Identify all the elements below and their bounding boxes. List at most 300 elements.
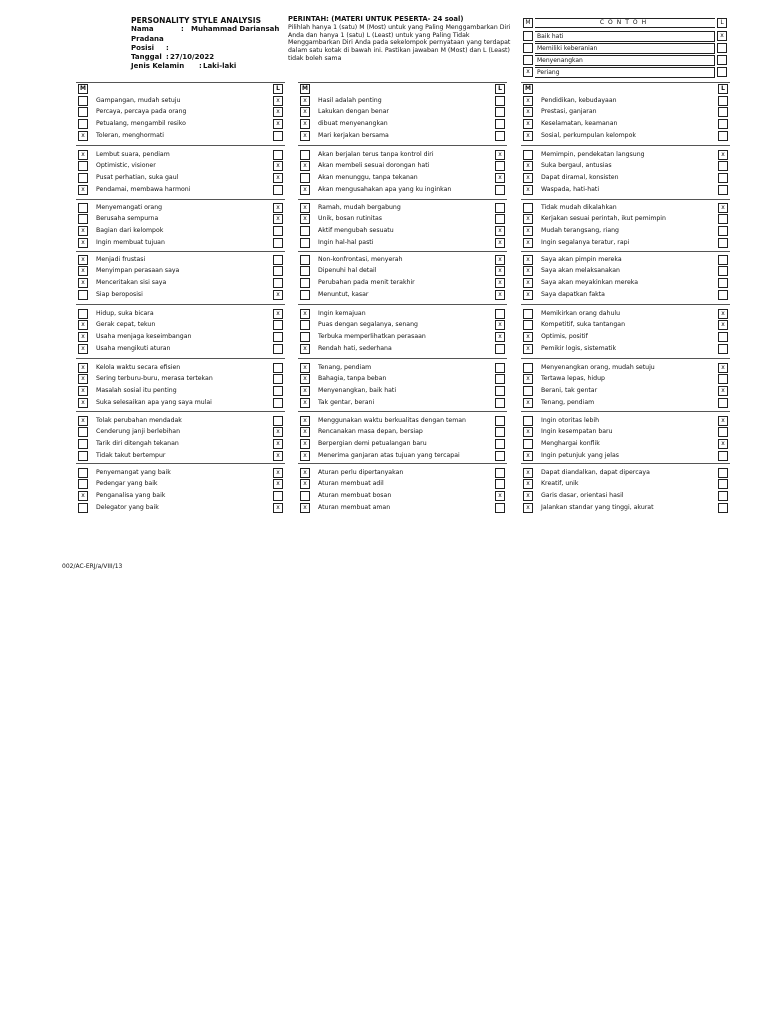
least-checkbox[interactable] (718, 427, 728, 437)
most-checkbox[interactable] (300, 332, 310, 342)
statement-row (523, 415, 728, 427)
least-checkbox[interactable] (495, 107, 505, 117)
most-checkbox[interactable]: x (523, 119, 533, 129)
statement-row (523, 214, 728, 226)
statement-row (78, 479, 283, 491)
statement-row (78, 331, 283, 343)
statement-text: Tidak takut bertempur (96, 451, 166, 459)
least-checkbox[interactable] (495, 427, 505, 437)
most-checkbox[interactable] (523, 416, 533, 426)
statement-group (78, 362, 283, 408)
most-checkbox[interactable]: x (78, 416, 88, 426)
field-jenis-kelamin (131, 62, 281, 71)
least-checkbox[interactable] (718, 479, 728, 489)
least-checkbox[interactable] (273, 278, 283, 288)
least-checkbox[interactable]: x (495, 238, 505, 248)
most-checkbox[interactable]: x (523, 468, 533, 478)
most-checkbox[interactable] (300, 491, 310, 501)
most-checkbox[interactable]: x (300, 398, 310, 408)
most-checkbox[interactable] (78, 503, 88, 513)
most-checkbox[interactable]: x (78, 398, 88, 408)
least-checkbox[interactable] (718, 503, 728, 513)
least-checkbox[interactable] (718, 278, 728, 288)
example-m-checkbox (523, 43, 533, 53)
statement-text: Suka selesaikan apa yang saya mulai (96, 398, 212, 406)
statement-text: Menjadi frustasi (96, 255, 146, 263)
least-checkbox[interactable] (495, 161, 505, 171)
statement-row (300, 254, 505, 266)
statement-row (523, 427, 728, 439)
statement-text: Ingin segalanya teratur, rapi (541, 238, 630, 246)
most-checkbox[interactable]: x (523, 226, 533, 236)
least-checkbox[interactable]: x (718, 309, 728, 319)
most-checkbox[interactable]: x (523, 266, 533, 276)
least-checkbox[interactable] (718, 119, 728, 129)
most-checkbox[interactable]: x (300, 439, 310, 449)
statement-text: Bagian dari kelompok (96, 226, 164, 234)
statement-group (300, 95, 505, 141)
least-checkbox[interactable] (495, 416, 505, 426)
least-checkbox[interactable]: x (273, 173, 283, 183)
most-checkbox[interactable]: x (78, 374, 88, 384)
group-divider (521, 145, 730, 146)
most-checkbox[interactable]: x (78, 320, 88, 330)
most-checkbox[interactable]: x (300, 203, 310, 213)
statement-text: Menerima ganjaran atas tujuan yang tercapai (318, 451, 460, 459)
column-header (523, 84, 728, 94)
least-checkbox[interactable] (718, 266, 728, 276)
statement-group (300, 308, 505, 354)
statement-text: Memikirkan orang dahulu (541, 309, 621, 317)
most-checkbox[interactable]: x (300, 131, 310, 141)
least-checkbox[interactable] (495, 214, 505, 224)
most-checkbox[interactable] (78, 309, 88, 319)
most-checkbox[interactable]: x (523, 398, 533, 408)
statement-row (523, 172, 728, 184)
least-checkbox[interactable]: x (495, 255, 505, 265)
statement-group (300, 415, 505, 461)
most-checkbox[interactable] (300, 290, 310, 300)
most-checkbox[interactable]: x (78, 363, 88, 373)
statement-row (523, 374, 728, 386)
least-checkbox[interactable]: x (495, 173, 505, 183)
statement-text: Ingin kesempatan baru (541, 428, 613, 436)
most-checkbox[interactable]: x (300, 386, 310, 396)
statement-text: Menggunakan waktu berkualitas dengan teman (318, 416, 466, 424)
most-checkbox[interactable] (300, 255, 310, 265)
most-checkbox[interactable]: x (523, 278, 533, 288)
most-checkbox[interactable]: x (523, 491, 533, 501)
example-text: Baik hati (535, 31, 715, 42)
group-divider (298, 304, 507, 305)
most-checkbox[interactable]: x (300, 161, 310, 171)
statement-text: Petualang, mengambil resiko (96, 119, 186, 127)
least-checkbox[interactable] (718, 96, 728, 106)
least-checkbox[interactable]: x (718, 320, 728, 330)
least-checkbox[interactable]: x (273, 427, 283, 437)
most-checkbox[interactable]: x (300, 107, 310, 117)
statement-row (78, 172, 283, 184)
most-checkbox[interactable]: x (300, 309, 310, 319)
most-checkbox[interactable] (78, 203, 88, 213)
most-checkbox[interactable] (300, 266, 310, 276)
statement-text: Delegator yang baik (96, 503, 159, 511)
least-checkbox[interactable] (718, 451, 728, 461)
least-checkbox[interactable] (718, 255, 728, 265)
most-checkbox[interactable]: x (78, 386, 88, 396)
statement-text: Non-konfrontasi, menyerah (318, 255, 403, 263)
most-checkbox[interactable] (78, 107, 88, 117)
least-checkbox[interactable] (495, 96, 505, 106)
most-checkbox[interactable]: x (78, 131, 88, 141)
instructions-body: Pilihlah hanya 1 (satu) M (Most) untuk yang Paling Menggambarkan Diri Anda dan hanya 1 (satu) L (Least) untuk yang Paling Tidak Menggambarkan Diri Anda pada sekelompok pernyataan yang terdapat dalam satu kotak di bawah ini. Pastikan jawaban M (Most) dan L (Least) tidak boleh sama (288, 23, 511, 62)
statement-row (300, 266, 505, 278)
most-checkbox[interactable] (78, 427, 88, 437)
statement-group (523, 149, 728, 195)
divider (298, 82, 507, 83)
most-checkbox[interactable]: x (300, 479, 310, 489)
most-checkbox[interactable]: x (523, 161, 533, 171)
most-checkbox[interactable] (523, 386, 533, 396)
field-sep: : (181, 25, 184, 34)
least-checkbox[interactable] (273, 491, 283, 501)
column-m-label: M (78, 84, 88, 94)
statement-group (78, 467, 283, 513)
group-divider (521, 463, 730, 464)
column-l-label: L (495, 84, 505, 94)
most-checkbox[interactable]: x (78, 344, 88, 354)
least-checkbox[interactable] (718, 185, 728, 195)
least-checkbox[interactable] (718, 214, 728, 224)
most-checkbox[interactable] (78, 161, 88, 171)
least-checkbox[interactable] (273, 386, 283, 396)
least-checkbox[interactable]: x (718, 439, 728, 449)
least-checkbox[interactable]: x (495, 491, 505, 501)
least-checkbox[interactable] (273, 255, 283, 265)
most-checkbox[interactable] (523, 150, 533, 160)
statement-text: Lakukan dengan benar (318, 108, 389, 116)
most-checkbox[interactable]: x (300, 363, 310, 373)
most-checkbox[interactable]: x (300, 374, 310, 384)
statement-row (523, 266, 728, 278)
group-divider (298, 251, 507, 252)
statement-row (78, 149, 283, 161)
least-checkbox[interactable] (495, 185, 505, 195)
least-checkbox[interactable] (495, 386, 505, 396)
statement-row (300, 237, 505, 249)
statement-text: Dapat diramal, konsisten (541, 173, 619, 181)
statement-row (78, 308, 283, 320)
statement-text: Sosial, perkumpulan kelompok (541, 131, 636, 139)
least-checkbox[interactable]: x (495, 332, 505, 342)
most-checkbox[interactable]: x (78, 255, 88, 265)
most-checkbox[interactable]: x (78, 332, 88, 342)
least-checkbox[interactable]: x (273, 451, 283, 461)
most-checkbox[interactable] (523, 309, 533, 319)
most-checkbox[interactable]: x (300, 119, 310, 129)
statement-row (300, 118, 505, 130)
most-checkbox[interactable] (300, 320, 310, 330)
least-checkbox[interactable]: x (718, 416, 728, 426)
statement-row (78, 161, 283, 173)
least-checkbox[interactable]: x (273, 439, 283, 449)
most-checkbox[interactable]: x (523, 451, 533, 461)
least-checkbox[interactable] (495, 468, 505, 478)
least-checkbox[interactable] (273, 131, 283, 141)
least-checkbox[interactable]: x (495, 226, 505, 236)
least-checkbox[interactable] (495, 203, 505, 213)
statement-row (300, 225, 505, 237)
least-checkbox[interactable]: x (273, 503, 283, 513)
statement-text: Penganalisa yang baik (96, 491, 166, 499)
group-divider (76, 411, 285, 412)
most-checkbox[interactable]: x (523, 214, 533, 224)
least-checkbox[interactable] (273, 416, 283, 426)
most-checkbox[interactable]: x (78, 278, 88, 288)
least-checkbox[interactable] (273, 185, 283, 195)
least-checkbox[interactable] (718, 226, 728, 236)
least-checkbox[interactable] (718, 173, 728, 183)
least-checkbox[interactable]: x (273, 309, 283, 319)
statement-text: Tertawa lepas, hidup (541, 375, 605, 383)
most-checkbox[interactable]: x (523, 332, 533, 342)
statement-row (523, 362, 728, 374)
least-checkbox[interactable]: x (718, 386, 728, 396)
least-checkbox[interactable] (495, 131, 505, 141)
most-checkbox[interactable]: x (78, 266, 88, 276)
statement-text: Dipenuhi hal detail (318, 267, 377, 275)
most-checkbox[interactable]: x (300, 96, 310, 106)
statement-row (78, 450, 283, 462)
least-checkbox[interactable] (718, 107, 728, 117)
least-checkbox[interactable] (718, 374, 728, 384)
statement-row (78, 502, 283, 514)
statement-row (78, 427, 283, 439)
statement-text: Hasil adalah penting (318, 96, 382, 104)
least-checkbox[interactable] (718, 398, 728, 408)
column-m-label: M (300, 84, 310, 94)
least-checkbox[interactable]: x (495, 320, 505, 330)
most-checkbox[interactable]: x (523, 503, 533, 513)
most-checkbox[interactable]: x (523, 131, 533, 141)
example-title: CONTOH (535, 18, 715, 28)
statement-text: Tarik diri ditengah tekanan (96, 439, 179, 447)
field-posisi (131, 44, 281, 53)
most-checkbox[interactable]: x (78, 150, 88, 160)
statement-row (300, 343, 505, 355)
least-checkbox[interactable] (273, 363, 283, 373)
least-checkbox[interactable]: x (273, 161, 283, 171)
least-checkbox[interactable] (495, 439, 505, 449)
statement-row (78, 254, 283, 266)
most-checkbox[interactable]: x (523, 427, 533, 437)
statement-row (78, 362, 283, 374)
statement-text: Unik, bosan rutinitas (318, 215, 382, 223)
most-checkbox[interactable] (78, 479, 88, 489)
least-checkbox[interactable]: x (273, 96, 283, 106)
least-checkbox[interactable] (273, 266, 283, 276)
statement-row (523, 479, 728, 491)
least-checkbox[interactable] (273, 398, 283, 408)
statement-row (523, 502, 728, 514)
most-checkbox[interactable] (78, 290, 88, 300)
least-checkbox[interactable]: x (273, 214, 283, 224)
most-checkbox[interactable] (523, 363, 533, 373)
most-checkbox[interactable]: x (78, 185, 88, 195)
statement-group (523, 308, 728, 354)
least-checkbox[interactable] (495, 398, 505, 408)
example-row (523, 43, 727, 54)
statement-row (300, 149, 505, 161)
most-checkbox[interactable]: x (78, 491, 88, 501)
least-checkbox[interactable]: x (273, 479, 283, 489)
least-checkbox[interactable] (718, 468, 728, 478)
least-checkbox[interactable] (718, 332, 728, 342)
least-checkbox[interactable] (495, 344, 505, 354)
least-checkbox[interactable] (495, 451, 505, 461)
most-checkbox[interactable]: x (300, 214, 310, 224)
example-l-checkbox (717, 67, 727, 77)
least-checkbox[interactable] (495, 503, 505, 513)
most-checkbox[interactable] (78, 439, 88, 449)
most-checkbox[interactable] (78, 468, 88, 478)
least-checkbox[interactable] (495, 119, 505, 129)
statement-row (78, 385, 283, 397)
instructions-title: PERINTAH: (MATERI UNTUK PESERTA- 24 soal) (288, 15, 464, 23)
most-checkbox[interactable]: x (300, 427, 310, 437)
least-checkbox[interactable]: x (495, 266, 505, 276)
statement-text: Tenang, pendiam (541, 398, 595, 406)
field-label: Tanggal (131, 53, 162, 62)
least-checkbox[interactable] (718, 131, 728, 141)
statement-row (300, 415, 505, 427)
least-checkbox[interactable]: x (273, 119, 283, 129)
most-checkbox[interactable] (300, 238, 310, 248)
least-checkbox[interactable] (718, 491, 728, 501)
most-checkbox[interactable]: x (523, 107, 533, 117)
least-checkbox[interactable]: x (273, 107, 283, 117)
least-checkbox[interactable] (273, 238, 283, 248)
least-checkbox[interactable]: x (718, 203, 728, 213)
statement-row (300, 427, 505, 439)
field-tanggal (131, 53, 281, 62)
column-l-label: L (273, 84, 283, 94)
statement-text: Pendamai, membawa harmoni (96, 185, 191, 193)
statement-text: Ramah, mudah bergabung (318, 203, 401, 211)
least-checkbox[interactable] (718, 238, 728, 248)
most-checkbox[interactable]: x (523, 290, 533, 300)
most-checkbox[interactable]: x (523, 255, 533, 265)
most-checkbox[interactable]: x (300, 416, 310, 426)
least-checkbox[interactable] (273, 150, 283, 160)
example-row (523, 55, 727, 66)
least-checkbox[interactable]: x (495, 290, 505, 300)
statement-text: Pusat perhatian, suka gaul (96, 173, 179, 181)
most-checkbox[interactable] (300, 278, 310, 288)
statement-text: Tak gentar, berani (318, 398, 375, 406)
statement-text: dibuat menyenangkan (318, 119, 388, 127)
statement-text: Memimpin, pendekatan langsung (541, 150, 645, 158)
least-checkbox[interactable] (495, 309, 505, 319)
least-checkbox[interactable] (495, 363, 505, 373)
least-checkbox[interactable]: x (718, 150, 728, 160)
field-label: Posisi (131, 43, 155, 52)
most-checkbox[interactable]: x (300, 468, 310, 478)
least-checkbox[interactable]: x (273, 468, 283, 478)
field-sep: : (166, 53, 169, 62)
instructions (288, 16, 520, 63)
least-checkbox[interactable] (273, 332, 283, 342)
most-checkbox[interactable]: x (523, 479, 533, 489)
least-checkbox[interactable] (273, 374, 283, 384)
most-checkbox[interactable] (78, 451, 88, 461)
most-checkbox[interactable] (523, 203, 533, 213)
statement-row (300, 289, 505, 301)
most-checkbox[interactable]: x (523, 238, 533, 248)
most-checkbox[interactable]: x (523, 185, 533, 195)
statement-row (523, 225, 728, 237)
most-checkbox[interactable]: x (78, 226, 88, 236)
most-checkbox[interactable]: x (78, 238, 88, 248)
statement-group (523, 95, 728, 141)
least-checkbox[interactable] (495, 374, 505, 384)
statement-text: Optimis, positif (541, 332, 588, 340)
statement-text: Toleran, menghormati (96, 131, 165, 139)
most-checkbox[interactable]: x (523, 344, 533, 354)
most-checkbox[interactable]: x (523, 96, 533, 106)
most-checkbox[interactable]: x (300, 451, 310, 461)
most-checkbox[interactable]: x (300, 185, 310, 195)
least-checkbox[interactable]: x (718, 363, 728, 373)
least-checkbox[interactable] (273, 226, 283, 236)
most-checkbox[interactable] (300, 173, 310, 183)
statement-row (523, 237, 728, 249)
most-checkbox[interactable] (300, 150, 310, 160)
statement-text: Lembut suara, pendiam (96, 150, 170, 158)
least-checkbox[interactable] (495, 479, 505, 489)
most-checkbox[interactable] (78, 119, 88, 129)
statement-group (523, 415, 728, 461)
most-checkbox[interactable]: x (300, 503, 310, 513)
least-checkbox[interactable]: x (495, 150, 505, 160)
statement-text: Mari kerjakan bersama (318, 131, 389, 139)
statement-text: Menyimpan perasaan saya (96, 267, 180, 275)
field-sep: : (166, 43, 169, 52)
least-checkbox[interactable]: x (273, 203, 283, 213)
statement-row (78, 266, 283, 278)
most-checkbox[interactable] (523, 320, 533, 330)
least-checkbox[interactable] (718, 161, 728, 171)
most-checkbox[interactable]: x (523, 173, 533, 183)
most-checkbox[interactable] (78, 173, 88, 183)
statement-text: Gampangan, mudah setuju (96, 96, 181, 104)
most-checkbox[interactable] (523, 439, 533, 449)
most-checkbox[interactable]: x (300, 344, 310, 354)
most-checkbox[interactable] (300, 226, 310, 236)
least-checkbox[interactable] (273, 344, 283, 354)
most-checkbox[interactable] (78, 96, 88, 106)
least-checkbox[interactable] (718, 290, 728, 300)
statement-text: Pedengar yang baik (96, 480, 158, 488)
least-checkbox[interactable] (273, 320, 283, 330)
least-checkbox[interactable]: x (495, 278, 505, 288)
most-checkbox[interactable] (78, 214, 88, 224)
document-code: 002/AC-ERJ/a/VIII/13 (62, 563, 123, 570)
least-checkbox[interactable] (718, 344, 728, 354)
least-checkbox[interactable]: x (273, 290, 283, 300)
most-checkbox[interactable]: x (523, 374, 533, 384)
statement-row (78, 237, 283, 249)
